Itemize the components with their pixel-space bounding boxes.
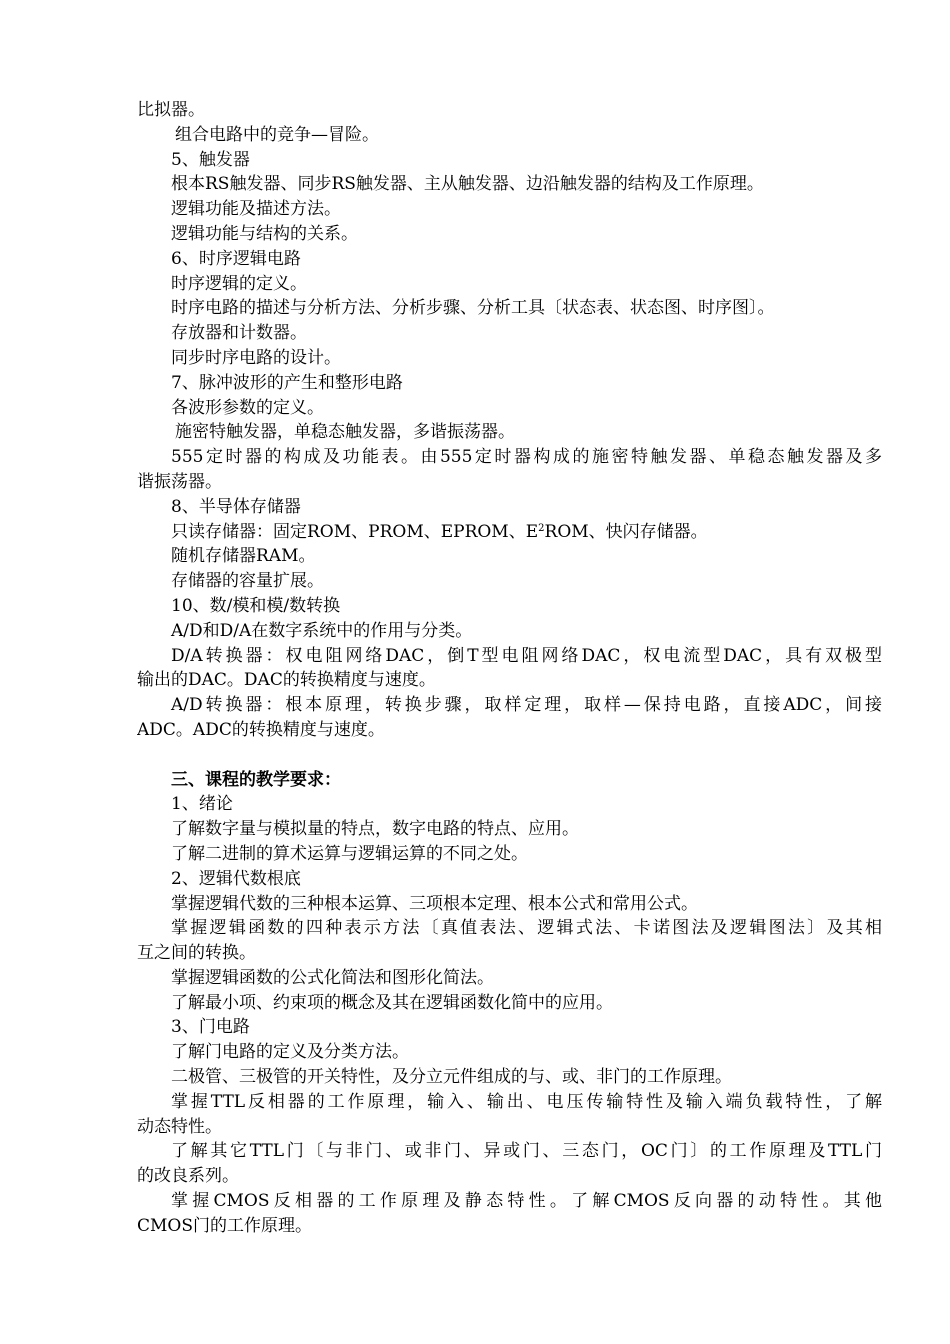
text-line: 输出的DAC。DAC的转换精度与速度。 [137,670,436,691]
text-line [137,520,882,545]
document-page [137,98,882,1239]
text-line: 同步时序电路的设计。 [171,347,341,368]
text-line: 555定时器的构成及功能表。由555定时器构成的施密特触发器、单稳态触发器及多 [171,447,882,468]
text-line: 掌握逻辑函数的公式化简法和图形化简法。 [171,967,494,988]
text-line: 了解门电路的定义及分类方法。 [171,1042,409,1063]
text-line: D/A转换器：权电阻网络DAC，倒T型电阻网络DAC，权电流型DAC，具有双极型 [171,645,882,666]
section-title: 7、脉冲波形的产生和整形电路 [171,372,403,393]
text-line: 谐振荡器。 [137,471,222,492]
text-line: ADC。ADC的转换精度与速度。 [137,719,385,740]
text-line: CMOS门的工作原理。 [137,1215,312,1236]
text-line: 组合电路中的竞争—冒险。 [175,124,379,145]
text-line: 了解其它TTL门〔与非门、或非门、异或门、三态门，OC门〕的工作原理及TTL门 [171,1141,882,1162]
superscript: 2 [538,522,545,534]
section-title: 6、时序逻辑电路 [171,248,301,269]
text-line: 逻辑功能及描述方法。 [171,199,341,220]
text-line: 了解数字量与模拟量的特点，数字电路的特点、应用。 [171,819,579,840]
chapter-heading: 三、课程的教学要求： [171,769,341,790]
section-title: 10、数/模和模/数转换 [171,595,341,616]
text-line: 存放器和计数器。 [171,323,307,344]
text-line: 掌握逻辑代数的三种根本运算、三项根本定理、根本公式和常用公式。 [171,893,698,914]
text-line: 的改良系列。 [137,1166,239,1187]
text-line: 比拟器。 [137,100,205,120]
text-line: 存储器的容量扩展。 [171,571,324,592]
text-line: 时序逻辑的定义。 [171,273,307,294]
text-line: 互之间的转换。 [137,943,256,964]
section-title: 3、门电路 [171,1017,250,1038]
text-line: 了解最小项、约束项的概念及其在逻辑函数化简中的应用。 [171,992,613,1013]
text-line: 根本RS触发器、同步RS触发器、主从触发器、边沿触发器的结构及工作原理。 [171,174,764,195]
text-line: 逻辑功能与结构的关系。 [171,223,358,244]
text-line: 施密特触发器，单稳态触发器，多谐振荡器。 [175,422,515,443]
text-line: A/D和D/A在数字系统中的作用与分类。 [171,620,473,641]
text-line: 掌握CMOS反相器的工作原理及静态特性。了解CMOS反向器的动特性。其他 [171,1191,882,1212]
text-span: 只读存储器：固定ROM、PROM、EPROM、E [171,521,539,542]
text-span: ROM、快闪存储器。 [544,521,708,542]
text-line: 二极管、三极管的开关特性，及分立元件组成的与、或、非门的工作原理。 [171,1067,732,1088]
text-line: 时序电路的描述与分析方法、分析步骤、分析工具〔状态表、状态图、时序图〕。 [171,298,775,319]
blank-line [137,743,882,768]
section-title: 2、逻辑代数根底 [171,868,301,889]
section-title: 8、半导体存储器 [171,496,301,517]
text-line: 各波形参数的定义。 [171,397,324,418]
section-title: 5、触发器 [171,149,250,170]
text-line: 了解二进制的算术运算与逻辑运算的不同之处。 [171,843,528,864]
text-line: 动态特性。 [137,1116,222,1137]
text-line: A/D转换器：根本原理，转换步骤，取样定理，取样—保持电路，直接ADC，间接 [171,695,882,716]
section-title: 1、绪论 [171,794,233,815]
text-line: 掌握TTL反相器的工作原理，输入、输出、电压传输特性及输入端负载特性，了解 [171,1091,882,1112]
text-line: 掌握逻辑函数的四种表示方法〔真值表法、逻辑式法、卡诺图法及逻辑图法〕及其相 [171,918,882,939]
text-line: 随机存储器RAM。 [171,546,316,567]
